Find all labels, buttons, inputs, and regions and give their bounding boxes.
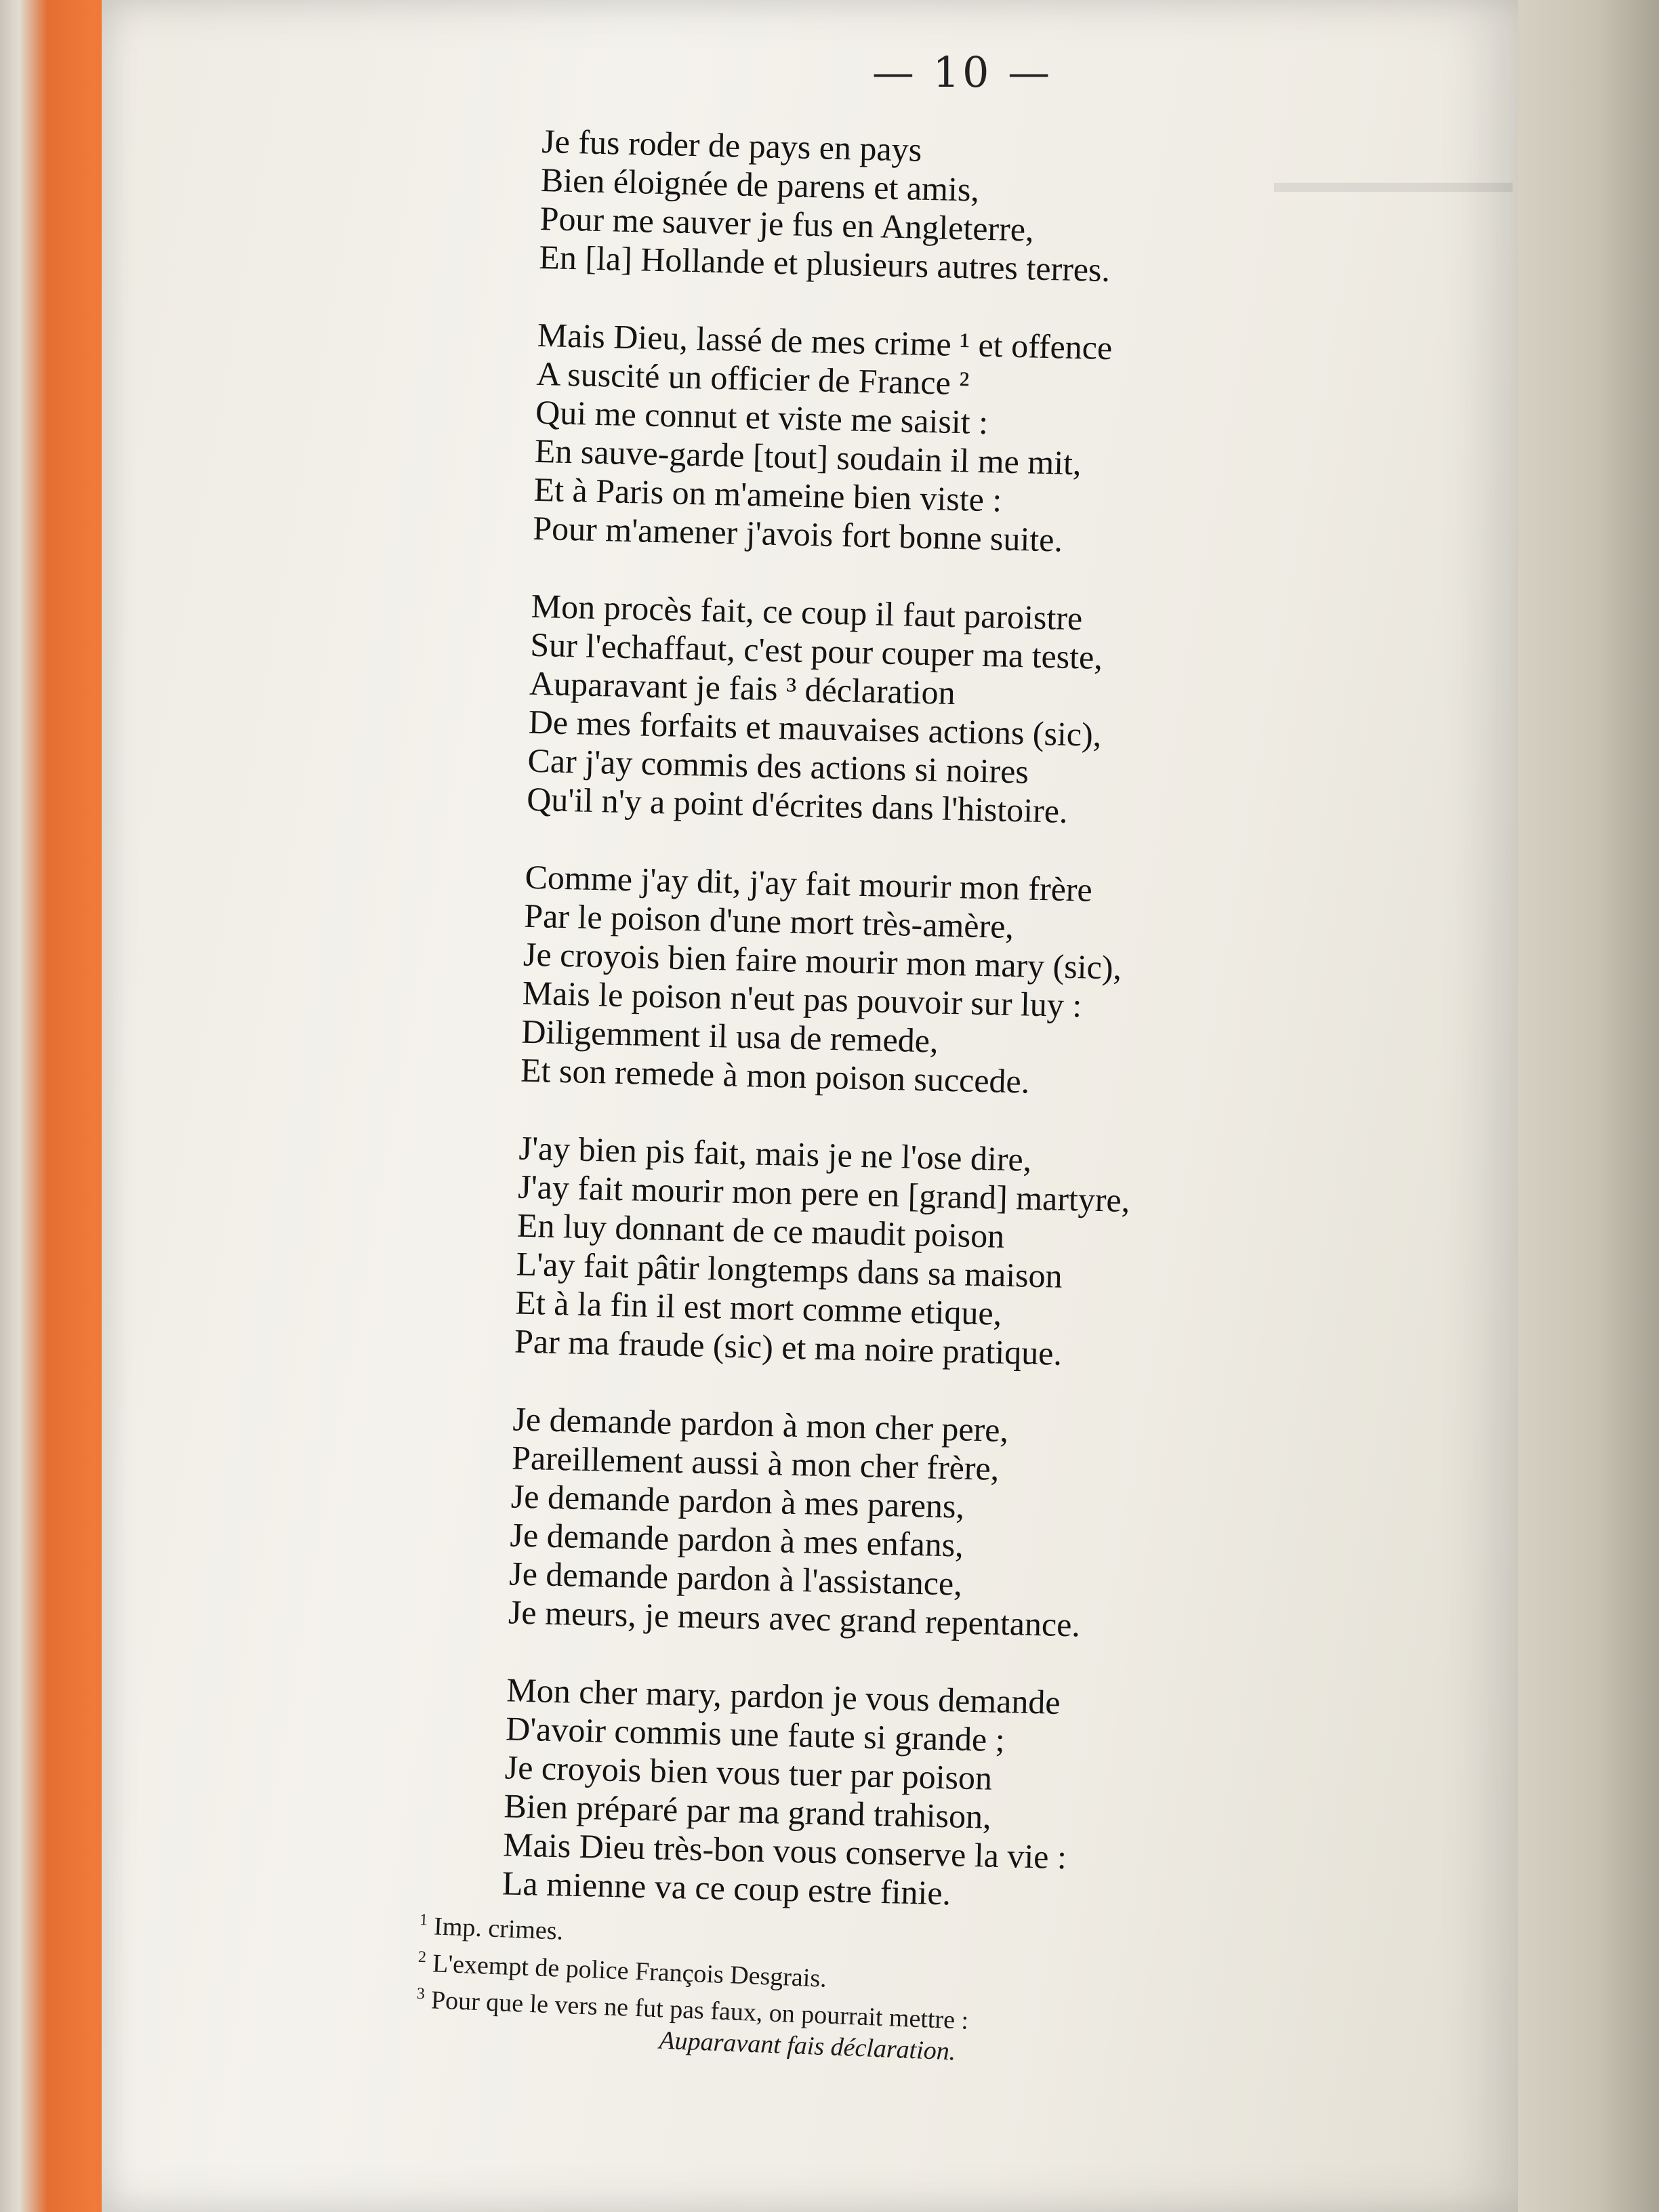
- verse-line: Diligemment il usa de remede,: [520, 1012, 939, 1060]
- verse-line: Pour m'amener j'avois fort bonne suite.: [532, 508, 1063, 559]
- verse-line: En sauve-garde [tout] soudain il me mit,: [534, 431, 1082, 483]
- verse-line: Je demande pardon à mes parens,: [510, 1477, 965, 1525]
- verse-line: Qu'il n'y a point d'écrites dans l'histoire.: [526, 779, 1069, 830]
- verse-line: Comme j'ay dit, j'ay fait mourir mon frère: [525, 857, 1093, 909]
- verse-line: Mon procès fait, ce coup il faut paroistre: [531, 586, 1083, 638]
- footnote-1: $^1$ Imp. crimes.: [419, 1910, 564, 1946]
- verse-line: En luy donnant de ce maudit poison: [516, 1206, 1005, 1255]
- verse-line: Par le poison d'une mort très-amère,: [523, 896, 1015, 946]
- verse-line: Sur l'echaffaut, c'est pour couper ma teste,: [529, 625, 1103, 676]
- verse-line: Je demande pardon à mon cher pere,: [512, 1399, 1009, 1450]
- verse-line: J'ay fait mourir mon pere en [grand] martyre,: [517, 1167, 1130, 1220]
- verse-line: La mienne va ce coup estre finie.: [501, 1864, 951, 1912]
- poem-body: [501, 122, 1423, 1962]
- frayed-paper-edge: [0, 0, 47, 2212]
- stanza: [539, 122, 1423, 296]
- verse-line: Mais Dieu, lassé de mes crime ¹ et offence: [537, 315, 1113, 367]
- verse-line: Bien préparé par ma grand trahison,: [503, 1786, 992, 1836]
- stanza: [533, 316, 1418, 567]
- verse-line: Car j'ay commis des actions si noires: [527, 741, 1029, 791]
- verse-line: Qui me connut et viste me saisit :: [535, 392, 989, 442]
- stanza: [501, 1671, 1387, 1922]
- verse-line: Je croyois bien faire mourir mon mary (sic),: [523, 935, 1122, 987]
- footnote-2: $^2$ L'exempt de police François Desgrais.: [417, 1948, 827, 1993]
- verse-line: Mon cher mary, pardon je vous demande: [506, 1671, 1061, 1721]
- verse-line: D'avoir commis une faute si grande ;: [505, 1709, 1006, 1759]
- verse-line: Pareillement aussi à mon cher frère,: [511, 1438, 1000, 1488]
- stanza: [508, 1400, 1393, 1652]
- verse-line: Je fus roder de pays en pays: [541, 122, 922, 169]
- stanza: [527, 587, 1412, 838]
- verse-line: L'ay fait pâtir longtemps dans sa maison: [516, 1244, 1063, 1295]
- verse-line: En [la] Hollande et plusieurs autres terres.: [538, 237, 1111, 289]
- show-through-shadow: ▬▬▬▬▬▬▬▬: [1274, 165, 1513, 199]
- stanza: [520, 858, 1406, 1109]
- verse-line: Mais Dieu très-bon vous conserve la vie :: [502, 1825, 1067, 1877]
- footnote-3-alternative: Auparavant fais déclaration.: [658, 2026, 957, 2066]
- verse-line: Et à la fin il est mort comme etique,: [514, 1283, 1002, 1332]
- verse-line: Je croyois bien vous tuer par poison: [504, 1748, 993, 1797]
- verse-line: Je demande pardon à l'assistance,: [508, 1554, 963, 1603]
- verse-line: Je meurs, je meurs avec grand repentance.: [508, 1593, 1081, 1644]
- verse-line: A suscité un officier de France ²: [535, 354, 970, 403]
- facing-page-edge: [1503, 0, 1659, 2212]
- verse-line: Pour me sauver je fus en Angleterre,: [539, 199, 1035, 249]
- footnote-3: $^3$ Pour que le vers ne fut pas faux, on pourrait mettre :: [416, 1985, 969, 2036]
- verse-line: Par ma fraude (sic) et ma noire pratique.: [514, 1322, 1063, 1372]
- verse-line: Je demande pardon à mes enfans,: [510, 1515, 964, 1564]
- verse-line: Et à Paris on m'ameine bien viste :: [533, 470, 1002, 519]
- verse-line: Auparavant je fais ³ déclaration: [529, 663, 956, 712]
- verse-line: J'ay bien pis fait, mais je ne l'ose dire,: [518, 1128, 1032, 1179]
- page-number: — 10 —: [872, 47, 1053, 97]
- verse-line: De mes forfaits et mauvaises actions (sic),: [528, 702, 1102, 754]
- verse-line: Mais le poison n'eut pas pouvoir sur luy :: [522, 973, 1082, 1025]
- stanza: [514, 1129, 1400, 1380]
- verse-line: Bien éloignée de parens et amis,: [540, 160, 980, 209]
- verse-line: Et son remede à mon poison succede.: [520, 1050, 1030, 1101]
